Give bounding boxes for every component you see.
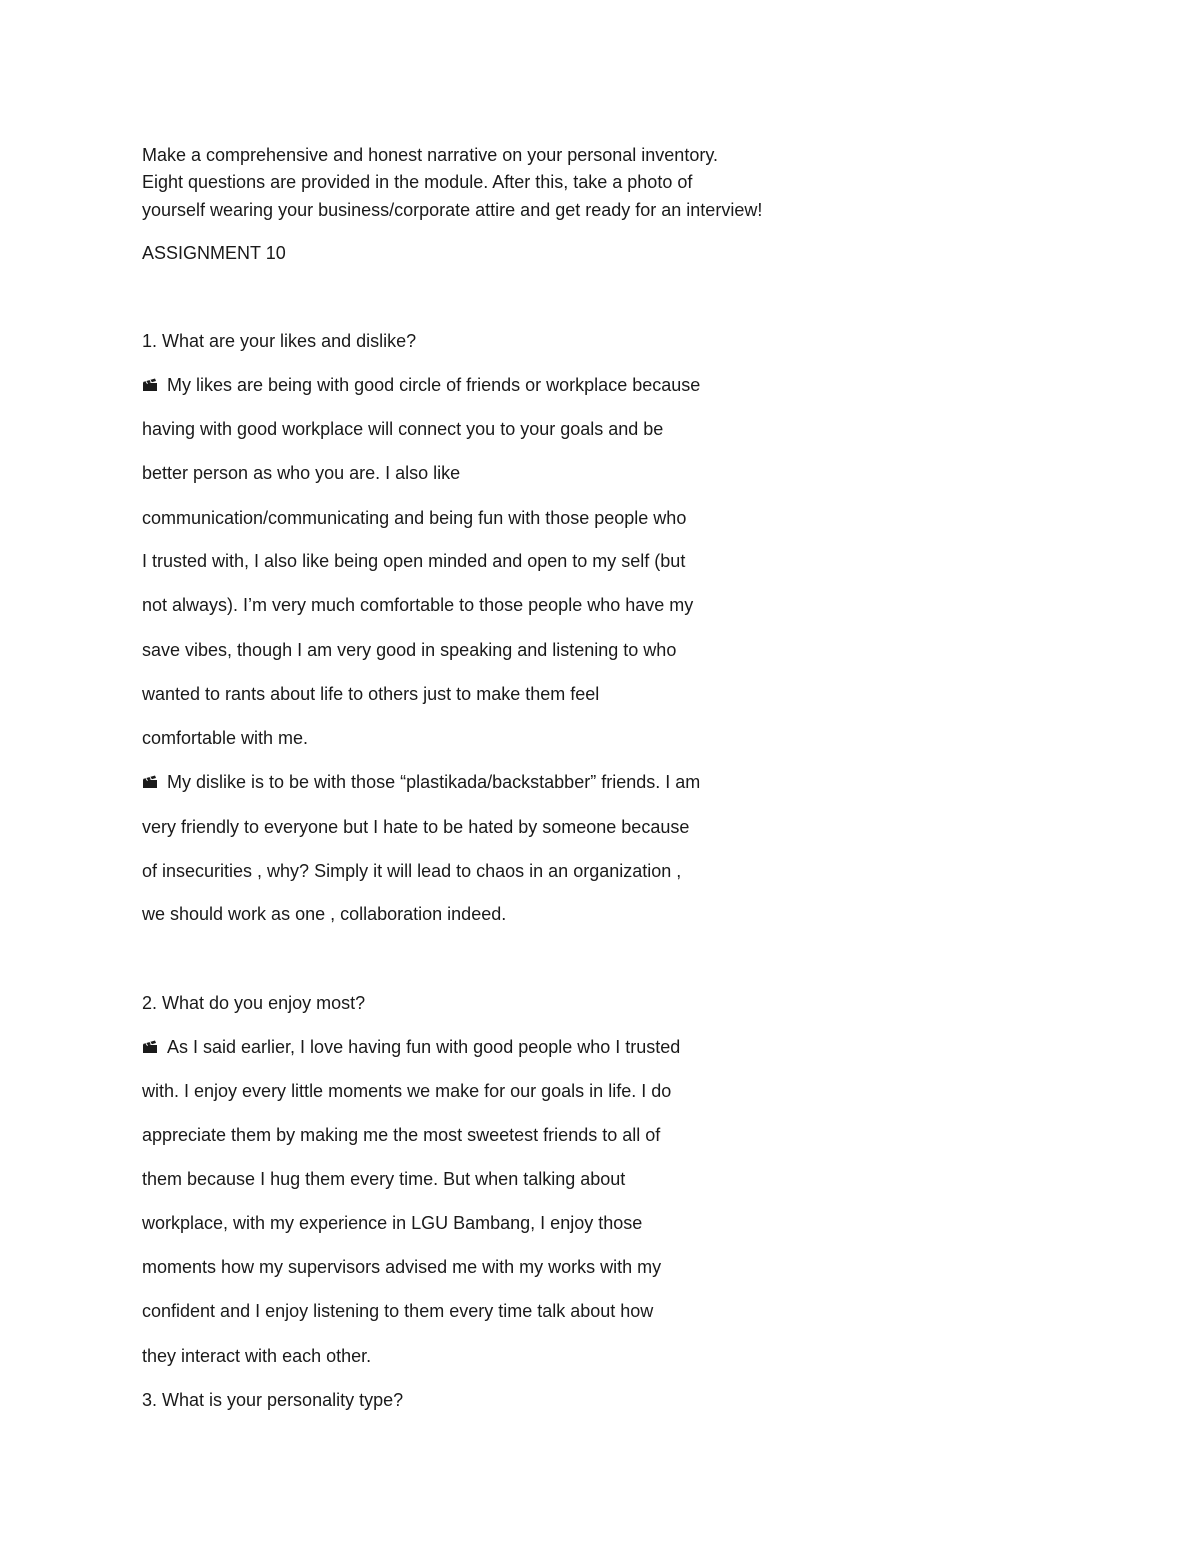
- q1-answer-a-line-2: having with good workplace will connect you to your goals and be: [142, 419, 664, 439]
- assignment-title: ASSIGNMENT 10: [142, 243, 286, 263]
- q1-answer-b-line-1: [142, 771, 700, 793]
- q2-answer-line-1: [142, 1036, 680, 1058]
- q1-answer-a-line-8: wanted to rants about life to others just to make them feel: [142, 684, 600, 704]
- q2-answer-line-5: workplace, with my experience in LGU Bambang, I enjoy those: [142, 1213, 643, 1233]
- clapperboard-icon: [142, 775, 158, 789]
- q1-answer-a-line-4: communication/communicating and being fun with those people who: [142, 508, 687, 528]
- intro-line-2: Eight questions are provided in the module. After this, take a photo of: [142, 172, 693, 192]
- q1-answer-b-line-4: we should work as one , collaboration indeed.: [142, 904, 507, 924]
- question-1: 1. What are your likes and dislike?: [142, 331, 417, 351]
- q1-answer-a-line-9: comfortable with me.: [142, 728, 309, 748]
- q2-answer-line-7: confident and I enjoy listening to them every time talk about how: [142, 1301, 654, 1321]
- q2-answer-line-8: they interact with each other.: [142, 1346, 372, 1366]
- intro-line-3: yourself wearing your business/corporate attire and get ready for an interview!: [142, 200, 763, 220]
- clapperboard-icon: [142, 1040, 158, 1054]
- q1-answer-a-line-5: I trusted with, I also like being open minded and open to my self (but: [142, 551, 686, 571]
- clapperboard-icon: [142, 378, 158, 392]
- q2-answer-text-1: As I said earlier, I love having fun with good people who I trusted: [167, 1037, 681, 1057]
- q1-answer-b-line-2: very friendly to everyone but I hate to be hated by someone because: [142, 817, 690, 837]
- q2-answer-line-3: appreciate them by making me the most sweetest friends to all of: [142, 1125, 661, 1145]
- q2-answer-line-4: them because I hug them every time. But when talking about: [142, 1169, 626, 1189]
- question-3: 3. What is your personality type?: [142, 1390, 404, 1410]
- q1-answer-a-line-1: [142, 374, 700, 396]
- q2-answer-line-2: with. I enjoy every little moments we make for our goals in life. I do: [142, 1081, 672, 1101]
- q1-answer-b-text-1: My dislike is to be with those “plastikada/backstabber” friends. I am: [167, 772, 701, 792]
- q1-answer-a-line-7: save vibes, though I am very good in speaking and listening to who: [142, 640, 677, 660]
- question-2: 2. What do you enjoy most?: [142, 993, 366, 1013]
- q1-answer-a-text-1: My likes are being with good circle of friends or workplace because: [167, 375, 701, 395]
- q1-answer-a-line-6: not always). I’m very much comfortable to those people who have my: [142, 595, 694, 615]
- q1-answer-b-line-3: of insecurities , why? Simply it will lead to chaos in an organization ,: [142, 861, 682, 881]
- q1-answer-a-line-3: better person as who you are. I also like: [142, 463, 461, 483]
- q2-answer-line-6: moments how my supervisors advised me with my works with my: [142, 1257, 662, 1277]
- intro-line-1: Make a comprehensive and honest narrative on your personal inventory.: [142, 145, 718, 165]
